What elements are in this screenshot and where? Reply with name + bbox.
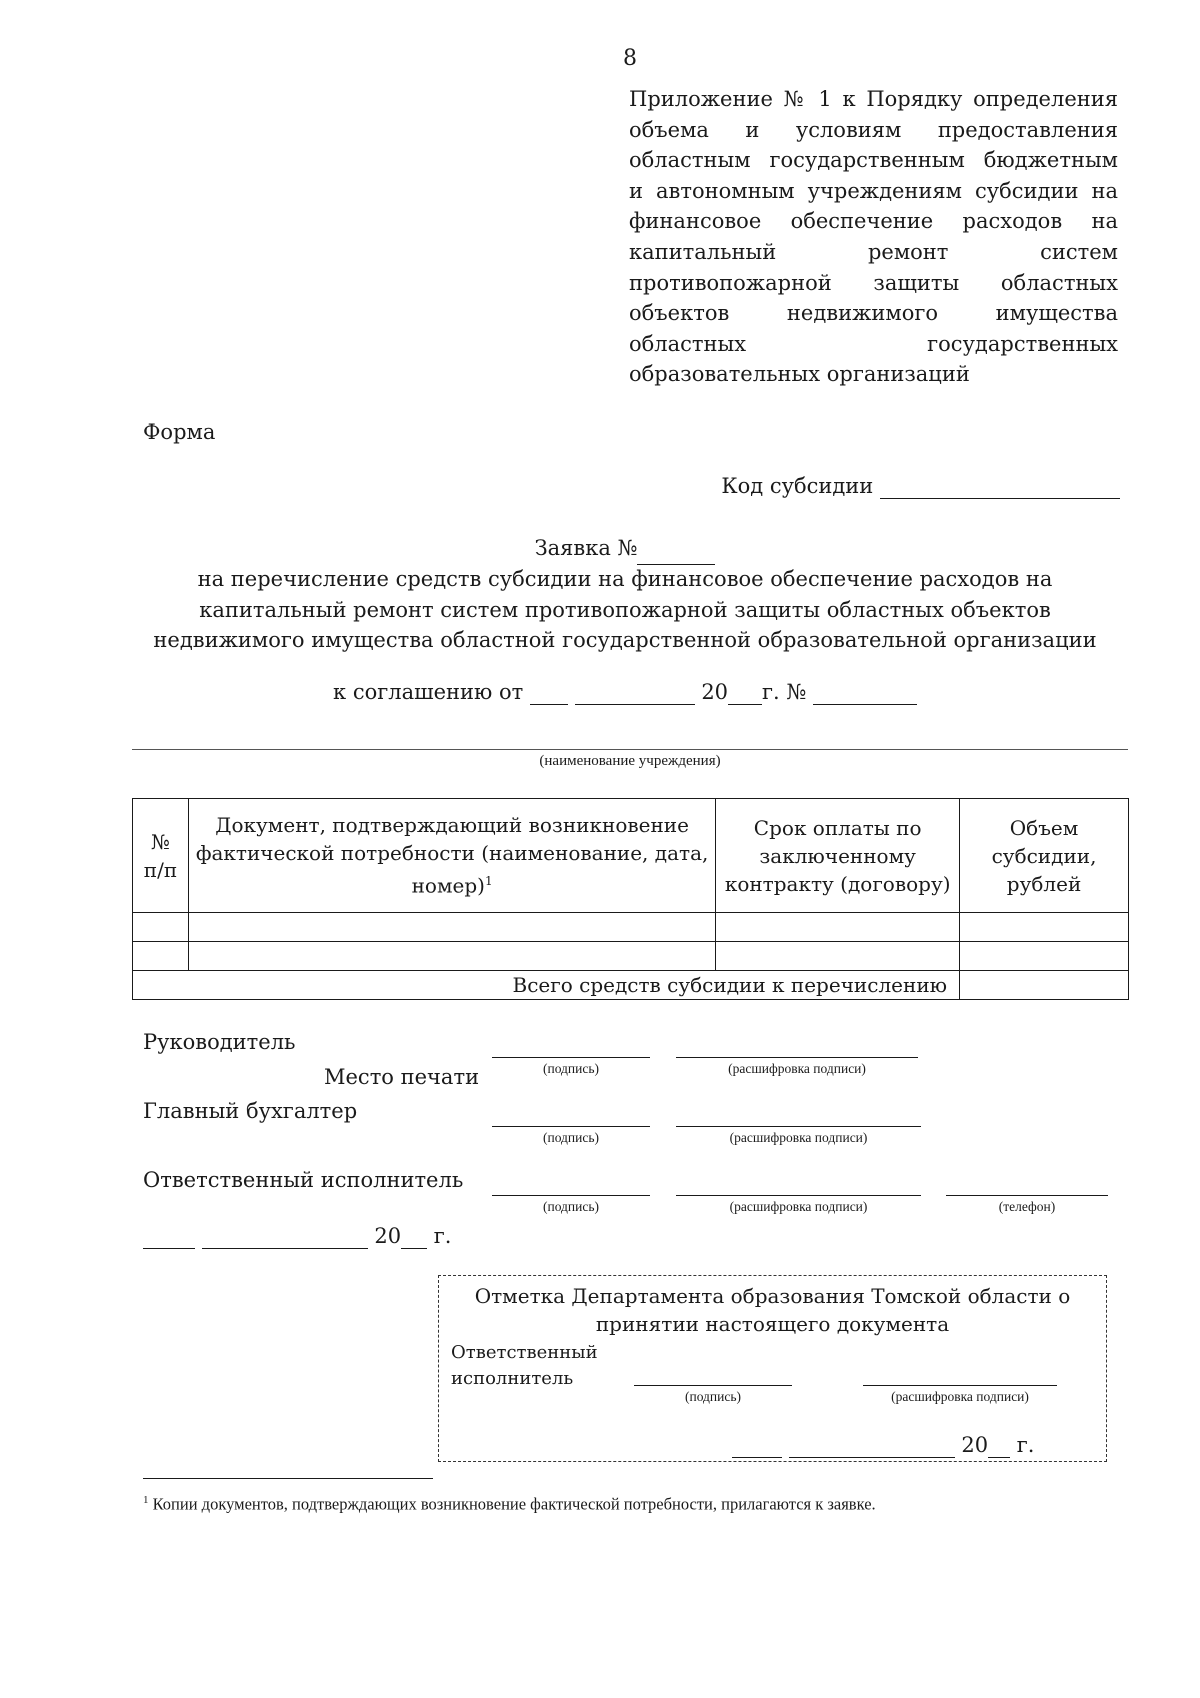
date-line <box>143 1224 451 1249</box>
institution-caption: (наименование учреждения) <box>539 753 721 769</box>
decoding-caption: (расшифровка подписи) <box>729 1199 868 1214</box>
date-year: 20 <box>374 1224 402 1248</box>
agreement-number-field[interactable] <box>813 680 917 705</box>
signature-caption: (подпись) <box>542 1061 600 1076</box>
request-title <box>130 533 1120 565</box>
decoding-caption: (расшифровка подписи) <box>729 1130 868 1145</box>
signature-caption: (подпись) <box>684 1389 742 1404</box>
executor-phone-field[interactable] <box>946 1195 1108 1196</box>
agreement-year-field[interactable] <box>728 680 762 705</box>
decoding-caption: (расшифровка подписи) <box>728 1061 866 1076</box>
date-day-field[interactable] <box>143 1224 195 1249</box>
table-cell[interactable] <box>716 913 960 942</box>
subsidy-code-field[interactable] <box>880 474 1120 499</box>
annex-line: финансовое обеспечение расходов на <box>629 209 1118 234</box>
department-date-suffix: г. <box>1016 1433 1035 1457</box>
decoding-caption: (расшифровка подписи) <box>891 1389 1029 1404</box>
annex-line: областным государственным бюджетным <box>629 148 1118 173</box>
annex-line: Приложение № 1 к Порядку определения <box>629 87 1118 111</box>
request-subtitle <box>130 564 1120 656</box>
annex-reference <box>629 84 1118 390</box>
department-date-day-field[interactable] <box>732 1433 782 1458</box>
footnote-mark: 1 <box>143 1494 149 1506</box>
header-number: № п/п <box>133 799 189 913</box>
header-payment-term: Срок оплаты по заключенному контракту (договору) <box>716 799 960 913</box>
department-date-month-field[interactable] <box>789 1433 955 1458</box>
request-title-text: Заявка № <box>534 536 638 560</box>
annex-line: и автономным учреждениям субсидии на <box>629 178 1118 203</box>
date-month-field[interactable] <box>202 1224 368 1249</box>
request-subtitle-line: недвижимого имущества областной государственной образовательной организации <box>153 628 1097 653</box>
accountant-decoding-field[interactable] <box>676 1126 921 1127</box>
annex-line: капитальный ремонт систем <box>629 239 1118 264</box>
footnote-separator <box>143 1478 433 1479</box>
executor-decoding-field[interactable] <box>676 1195 921 1196</box>
table-cell[interactable] <box>188 942 715 971</box>
table-row <box>133 942 1129 971</box>
subsidy-code-label: Код субсидии <box>721 474 874 498</box>
request-subtitle-line: на перечисление средств субсидии на финансовое обеспечение расходов на <box>197 567 1053 591</box>
agreement-suffix: г. № <box>762 680 807 704</box>
executor-signature-field[interactable] <box>492 1195 650 1196</box>
request-subtitle-line: капитальный ремонт систем противопожарной защиты областных объектов <box>199 597 1051 622</box>
table-total-row <box>133 971 1129 1000</box>
annex-line: образовательных организаций <box>629 362 970 387</box>
agreement-year: 20 <box>701 680 729 704</box>
department-date-year-field[interactable] <box>988 1433 1010 1458</box>
total-label: Всего средств субсидии к перечислению <box>133 971 960 1000</box>
agreement-prefix: к соглашению от <box>333 680 524 704</box>
agreement-day-field[interactable] <box>530 680 568 705</box>
signature-caption: (подпись) <box>542 1130 600 1145</box>
total-value-cell[interactable] <box>960 971 1129 1000</box>
department-date-line <box>732 1433 1034 1458</box>
date-year-field[interactable] <box>401 1224 427 1249</box>
signature-caption: (подпись) <box>542 1199 600 1214</box>
executor-label: Ответственный исполнитель <box>143 1168 464 1192</box>
accountant-signature-field[interactable] <box>492 1126 650 1127</box>
table-header-row <box>133 799 1129 913</box>
table-cell[interactable] <box>133 942 189 971</box>
request-number-field[interactable] <box>637 533 715 565</box>
footnote-mark: 1 <box>484 874 493 889</box>
table-cell[interactable] <box>133 913 189 942</box>
phone-caption: (телефон) <box>998 1199 1056 1214</box>
table-cell[interactable] <box>960 942 1129 971</box>
table-cell[interactable] <box>188 913 715 942</box>
footnote <box>143 1494 876 1515</box>
head-decoding-field[interactable] <box>676 1057 918 1058</box>
institution-name-field[interactable] <box>132 749 1128 750</box>
department-decoding-field[interactable] <box>863 1385 1057 1386</box>
footnote-text: Копии документов, подтверждающих возникновение фактической потребности, прилагаются к заявке. <box>152 1494 876 1514</box>
head-signature-field[interactable] <box>492 1057 650 1058</box>
department-date-year: 20 <box>961 1433 989 1457</box>
form-label: Форма <box>143 420 216 444</box>
department-executor-label: Ответственный исполнитель <box>451 1342 598 1389</box>
head-label: Руководитель <box>143 1030 296 1054</box>
agreement-line <box>130 680 1120 705</box>
table-cell[interactable] <box>960 913 1129 942</box>
request-table <box>132 798 1129 1000</box>
chief-accountant-label: Главный бухгалтер <box>143 1099 358 1123</box>
annex-line: объема и условиям предоставления <box>629 117 1118 142</box>
table-row <box>133 913 1129 942</box>
header-document: Документ, подтверждающий возникновение фактической потребности (наименование, дата, номер)$^1$ <box>188 799 715 913</box>
agreement-month-field[interactable] <box>575 680 695 705</box>
seal-label: Место печати <box>324 1065 480 1089</box>
department-signature-field[interactable] <box>634 1385 792 1386</box>
annex-line: противопожарной защиты областных <box>629 270 1118 295</box>
department-mark-title: Отметка Департамента образования Томской области о принятии настоящего документа <box>474 1284 1071 1336</box>
date-suffix: г. <box>433 1224 452 1248</box>
page-number: 8 <box>623 46 637 71</box>
table-cell[interactable] <box>716 942 960 971</box>
header-subsidy-amount: Объем субсидии, рублей <box>960 799 1129 913</box>
subsidy-code <box>721 474 1120 499</box>
annex-line: областных государственных <box>629 331 1118 356</box>
annex-line: объектов недвижимого имущества <box>629 301 1118 326</box>
